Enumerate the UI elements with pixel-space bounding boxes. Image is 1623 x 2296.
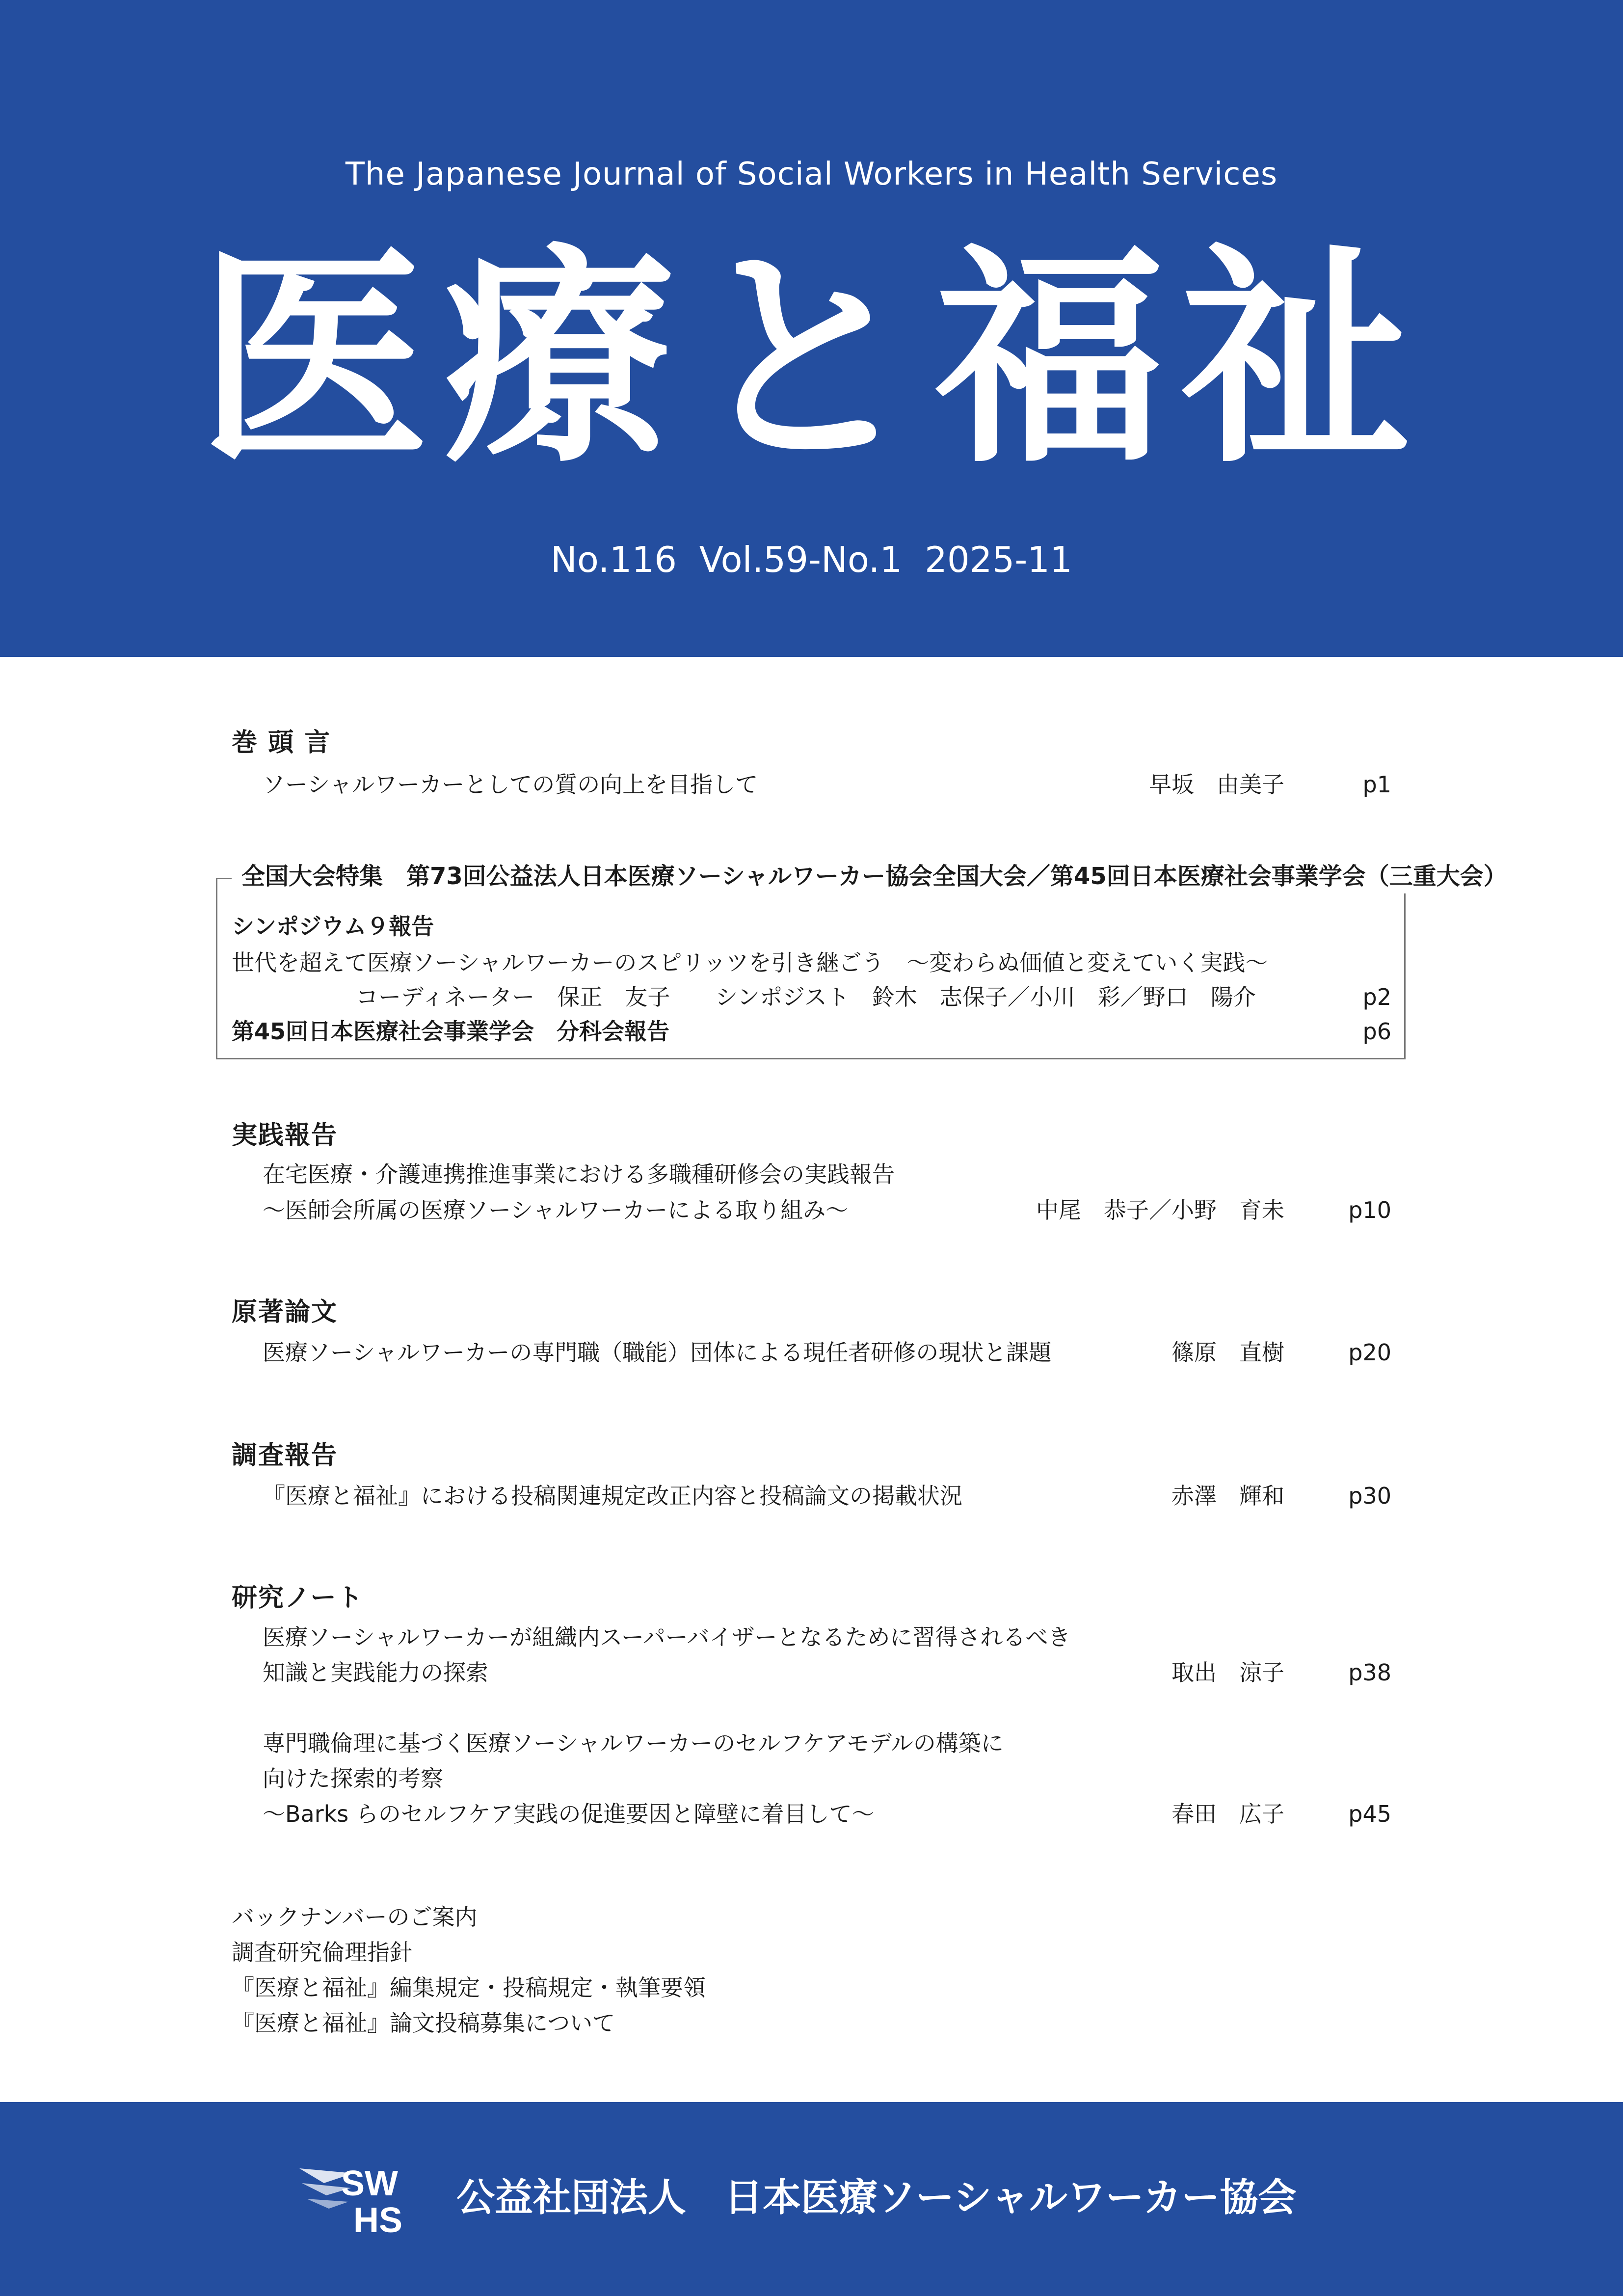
misc-item-ethics[interactable]: 調査研究倫理指針 [232, 1939, 412, 1966]
entry-page: p30 [1348, 1483, 1391, 1509]
toc-entry-branch-report[interactable] [0, 1014, 1623, 1049]
toc-entry-research-2[interactable] [0, 1726, 1623, 1760]
cover-header [0, 0, 1623, 657]
entry-title-cont: 向けた探索的考察 [263, 1765, 443, 1792]
toc-entry-foreword[interactable] [0, 767, 1623, 802]
entry-page: p20 [1348, 1339, 1391, 1366]
toc-entry-research-2-subtitle [0, 1797, 1623, 1831]
journal-english-title: The Japanese Journal of Social Workers in Health Services [345, 156, 1278, 192]
journal-title: 医療と福祉 [198, 223, 1425, 494]
entry-title-cont: 知識と実践能力の探索 [263, 1659, 488, 1686]
entry-author: 赤澤 輝和 [1171, 1483, 1284, 1509]
toc-entry-research-1[interactable] [0, 1620, 1623, 1654]
logo-text-bottom: HS [353, 2201, 403, 2240]
entry-page: p45 [1348, 1801, 1391, 1827]
entry-page: p10 [1348, 1197, 1391, 1223]
entry-author: コーディネーター 保正 友子 シンポジスト 鈴木 志保子／小川 彩／野口 陽介 [356, 984, 1256, 1010]
section-heading-foreword: 巻 頭 言 [232, 728, 331, 757]
entry-title: 世代を超えて医療ソーシャルワーカーのスピリッツを引き継ごう ～変わらぬ価値と変えていく実践～ [232, 949, 1268, 976]
entry-author: 春田 広子 [1171, 1801, 1284, 1827]
misc-item-rules[interactable]: 『医療と福祉』編集規定・投稿規定・執筆要領 [232, 1974, 706, 2001]
entry-title: ソーシャルワーカーとしての質の向上を目指して [263, 771, 758, 798]
cover-footer [0, 2102, 1623, 2296]
toc-entry-symposium[interactable] [0, 945, 1623, 980]
section-heading-survey: 調査報告 [232, 1441, 338, 1470]
toc-entry-practice[interactable] [0, 1157, 1623, 1191]
symposium-heading [0, 909, 1623, 944]
toc-entry-research-1-cont [0, 1655, 1623, 1690]
symposium-heading-text: シンポジウム９報告 [232, 913, 434, 940]
entry-title: 医療ソーシャルワーカーの専門職（職能）団体による現任者研修の現状と課題 [263, 1339, 1052, 1366]
section-heading-research: 研究ノート [232, 1583, 364, 1613]
entry-subtitle: ～Barks らのセルフケア実践の促進要因と障壁に着目して～ [263, 1801, 875, 1827]
feature-box-title: 全国大会特集 第73回公益法人日本医療ソーシャルワーカー協会全国大会／第45回日本医療社会事業学会（三重大会） [232, 859, 1517, 893]
misc-item-back-numbers[interactable]: バックナンバーのご案内 [232, 1904, 478, 1930]
organization-name: 公益社団法人 日本医療ソーシャルワーカー協会 [456, 2176, 1297, 2220]
entry-author: 取出 涼子 [1171, 1659, 1284, 1686]
entry-page: p1 [1362, 771, 1391, 798]
entry-page: p38 [1348, 1659, 1391, 1686]
symposium-people-row [0, 980, 1623, 1014]
toc-entry-survey[interactable] [0, 1479, 1623, 1513]
entry-author: 中尾 恭子／小野 育未 [1036, 1197, 1284, 1223]
misc-item-submissions[interactable]: 『医療と福祉』論文投稿募集について [232, 2010, 615, 2036]
section-heading-practice: 実践報告 [232, 1121, 338, 1150]
entry-author: 早坂 由美子 [1149, 771, 1284, 798]
toc-entry-practice-subtitle [0, 1193, 1623, 1227]
logo-text-top: SW [341, 2164, 398, 2203]
entry-subtitle: ～医師会所属の医療ソーシャルワーカーによる取り組み～ [263, 1197, 849, 1223]
issue-number: No.116 Vol.59-No.1 2025-11 [551, 539, 1072, 580]
entry-page: p6 [1362, 1018, 1391, 1045]
entry-title: 第45回日本医療社会事業学会 分科会報告 [232, 1018, 670, 1045]
section-heading-original: 原著論文 [232, 1297, 338, 1327]
entry-page: p2 [1362, 984, 1391, 1010]
association-logo [294, 2154, 442, 2242]
entry-author: 篠原 直樹 [1171, 1339, 1284, 1366]
toc-entry-original[interactable] [0, 1335, 1623, 1370]
toc-entry-research-2-cont [0, 1761, 1623, 1796]
entry-title: 『医療と福祉』における投稿関連規定改正内容と投稿論文の掲載状況 [263, 1483, 962, 1509]
entry-title: 医療ソーシャルワーカーが組織内スーパーバイザーとなるために習得されるべき [263, 1624, 1071, 1650]
entry-title: 専門職倫理に基づく医療ソーシャルワーカーのセルフケアモデルの構築に [263, 1730, 1004, 1756]
entry-title: 在宅医療・介護連携推進事業における多職種研修会の実践報告 [263, 1161, 895, 1188]
